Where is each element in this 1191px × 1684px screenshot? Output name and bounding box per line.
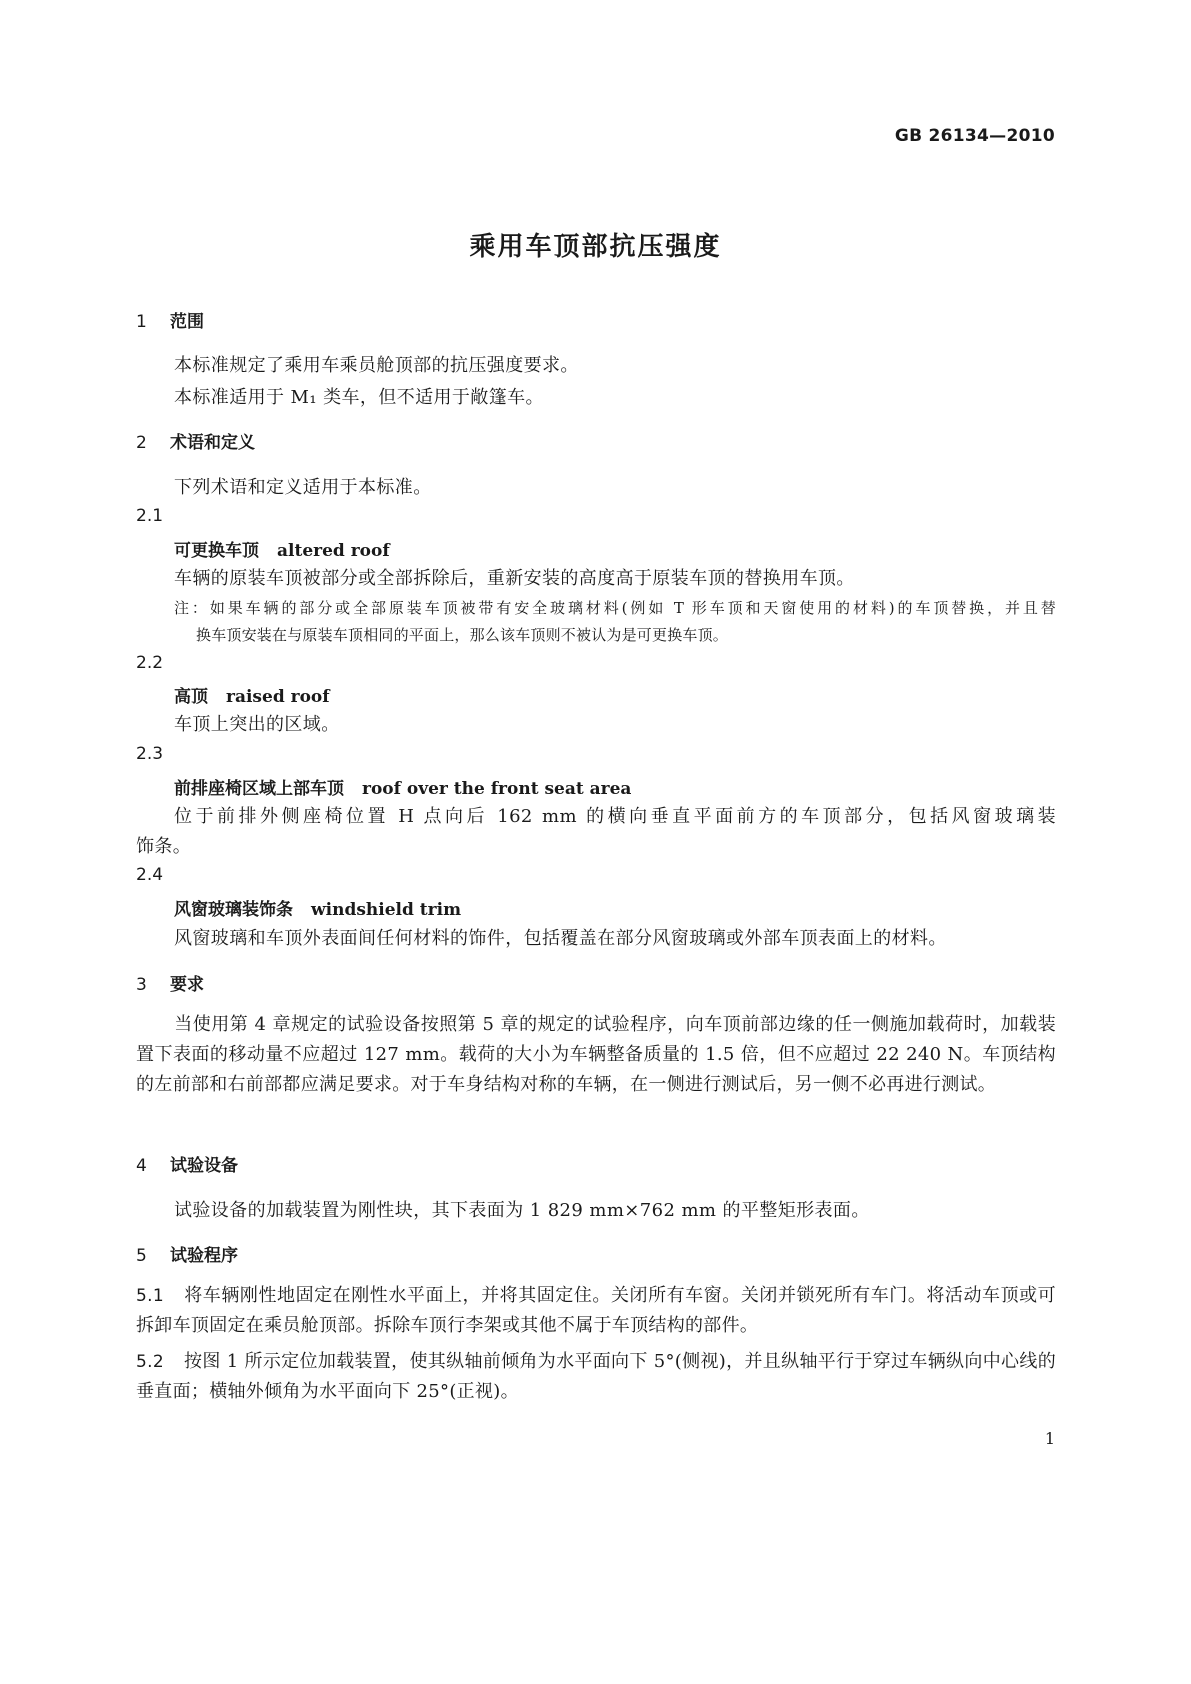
section-3-body [136,1010,1056,1100]
clause-2-3-number: 2.3 [136,744,164,764]
section-2-title: 术语和定义 [170,433,255,453]
clause-2-2-number: 2.2 [136,653,164,673]
term-windshield-trim-cn: 风窗玻璃装饰条 [174,900,293,920]
term-altered-roof-note-line-1: 注：如果车辆的部分或全部原装车顶被带有安全玻璃材料(例如 T 形车顶和天窗使用的材料)的车顶替换，并且替 [174,599,1056,617]
term-roof-over-front-seat [174,774,631,799]
section-4-number: 4 [136,1156,147,1176]
term-roof-over-front-seat-en: roof over the front seat area [362,779,632,799]
section-5-number: 5 [136,1246,147,1266]
term-altered-roof-note-line-2: 换车顶安装在与原装车顶相同的平面上，那么该车顶则不被认为是可更换车顶。 [196,626,729,644]
clause-2-1-number: 2.1 [136,506,164,526]
term-windshield-trim [174,895,461,920]
section-1-heading [136,307,204,332]
term-roof-over-front-seat-definition-line-1: 位于前排外侧座椅位置 H 点向后 162 mm 的横向垂直平面前方的车顶部分，包括风窗玻璃装 [174,806,1056,827]
section-5-heading [136,1241,238,1266]
section-4-heading [136,1151,238,1176]
clause-5-1-text: 将车辆刚性地固定在刚性水平面上，并将其固定住。关闭所有车窗。关闭并锁死所有车门。将活动车顶或可拆卸车顶固定在乘员舱顶部。拆除车顶行李架或其他不属于车顶结构的部件。 [136,1285,1056,1336]
section-4-title: 试验设备 [170,1156,238,1176]
term-altered-roof-definition: 车辆的原装车顶被部分或全部拆除后，重新安装的高度高于原装车顶的替换用车顶。 [174,568,855,589]
clause-2-4-number: 2.4 [136,865,164,885]
section-3-title: 要求 [170,975,204,995]
section-5-title: 试验程序 [170,1246,238,1266]
section-1-number: 1 [136,312,147,332]
section-1-title: 范围 [170,312,204,332]
term-windshield-trim-en: windshield trim [311,900,462,920]
term-altered-roof-en: altered roof [277,541,390,561]
section-2-intro: 下列术语和定义适用于本标准。 [174,477,432,498]
standard-number: GB 26134—2010 [894,126,1055,146]
clause-5-1 [136,1281,1056,1341]
section-3-number: 3 [136,975,147,995]
term-altered-roof-cn: 可更换车顶 [174,541,259,561]
term-raised-roof [174,682,330,707]
section-1-paragraph-2: 本标准适用于 M₁ 类车，但不适用于敞篷车。 [174,387,544,408]
section-4-body: 试验设备的加载装置为刚性块，其下表面为 1 829 mm×762 mm 的平整矩形表面。 [174,1200,870,1221]
term-roof-over-front-seat-cn: 前排座椅区域上部车顶 [174,779,344,799]
page-number: 1 [1044,1429,1055,1448]
term-raised-roof-definition: 车顶上突出的区域。 [174,714,340,735]
term-altered-roof [174,536,390,561]
term-roof-over-front-seat-definition-line-2: 饰条。 [136,836,192,857]
section-2-heading [136,428,255,453]
document-title: 乘用车顶部抗压强度 [469,232,722,262]
section-3-heading [136,970,204,995]
clause-5-2-number: 5.2 [136,1352,164,1372]
section-2-number: 2 [136,433,147,453]
clause-5-1-number: 5.1 [136,1286,164,1306]
term-windshield-trim-definition: 风窗玻璃和车顶外表面间任何材料的饰件，包括覆盖在部分风窗玻璃或外部车顶表面上的材料。 [174,928,947,949]
clause-5-2-text: 按图 1 所示定位加载装置，使其纵轴前倾角为水平面向下 5°(侧视)，并且纵轴平行于穿过车辆纵向中心线的垂直面；横轴外倾角为水平面向下 25°(正视)。 [136,1351,1056,1402]
section-3-body-text: 当使用第 4 章规定的试验设备按照第 5 章的规定的试验程序，向车顶前部边缘的任一侧施加载荷时，加载装置下表面的移动量不应超过 127 mm。载荷的大小为车辆整备质量的 1.5 倍，但不应超过 22 240 N。车顶结构的左前部和右前部都应满足要求。对于车身结构对称的车辆，在一侧进行测试后，另一侧不必再进行测试。 [136,1014,1056,1095]
clause-5-2 [136,1347,1056,1407]
section-1-paragraph-1: 本标准规定了乘用车乘员舱顶部的抗压强度要求。 [174,355,579,376]
term-raised-roof-cn: 高顶 [174,687,208,707]
term-raised-roof-en: raised roof [226,687,330,707]
